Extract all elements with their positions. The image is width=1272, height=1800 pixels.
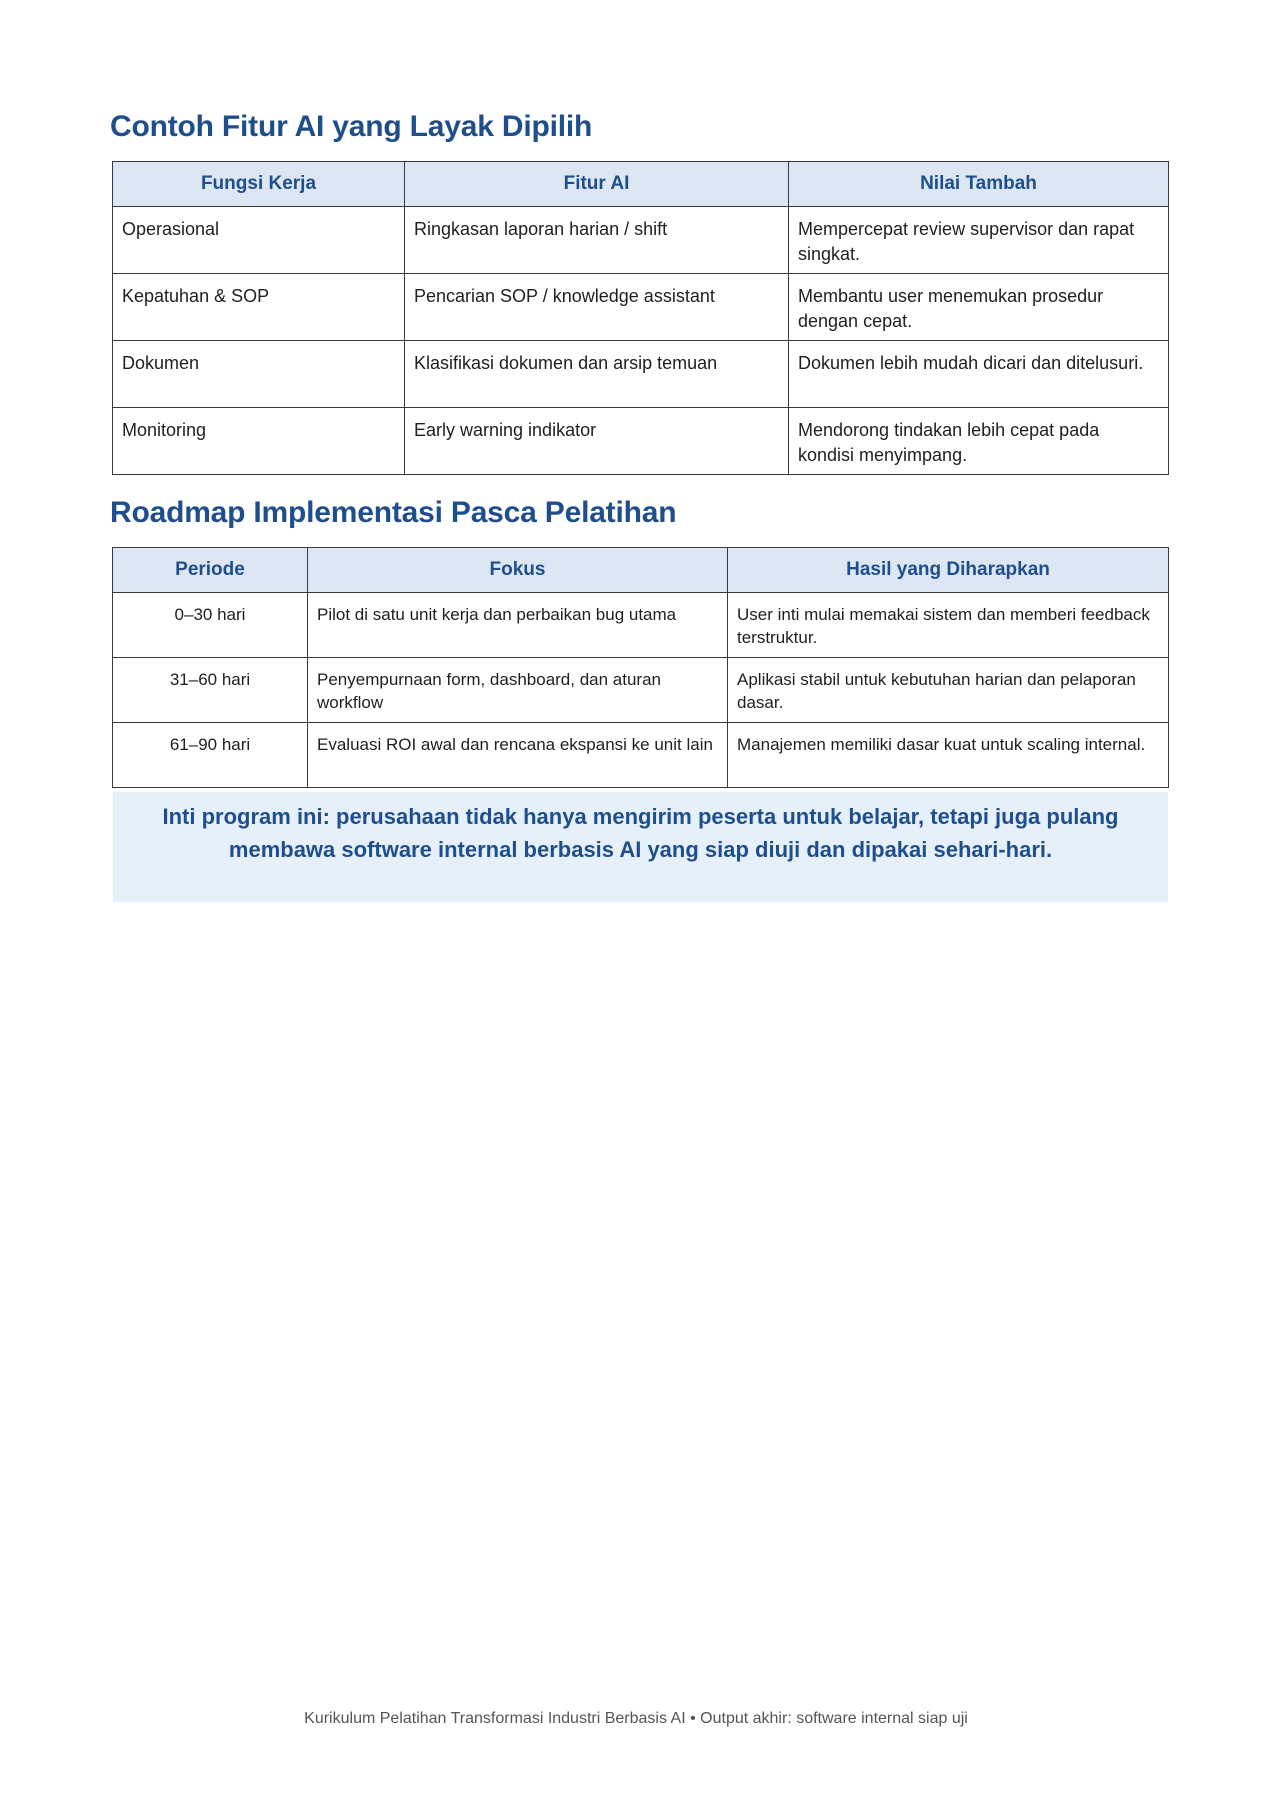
ai-features-table — [112, 161, 1169, 475]
table-header-row — [113, 548, 1169, 593]
table-row — [113, 723, 1169, 788]
table-header-row — [113, 162, 1169, 207]
table-row — [113, 658, 1169, 723]
table-cell: Pilot di satu unit kerja dan perbaikan bug utama — [308, 593, 728, 658]
table-cell: Monitoring — [113, 408, 405, 475]
table-row — [113, 274, 1169, 341]
table-cell: Pencarian SOP / knowledge assistant — [405, 274, 789, 341]
table-row — [113, 341, 1169, 408]
roadmap-table — [112, 547, 1169, 788]
column-header: Periode — [113, 548, 308, 593]
section-title-roadmap: Roadmap Implementasi Pasca Pelatihan — [110, 496, 677, 529]
column-header: Fitur AI — [405, 162, 789, 207]
table-cell: Evaluasi ROI awal dan rencana ekspansi ke unit lain — [308, 723, 728, 788]
table-cell: Mendorong tindakan lebih cepat pada kondisi menyimpang. — [789, 408, 1169, 475]
column-header: Fokus — [308, 548, 728, 593]
table-row — [113, 593, 1169, 658]
table-cell: Manajemen memiliki dasar kuat untuk scaling internal. — [728, 723, 1169, 788]
table-cell: 31–60 hari — [113, 658, 308, 723]
table-cell: Mempercepat review supervisor dan rapat singkat. — [789, 207, 1169, 274]
section-title-ai-features: Contoh Fitur AI yang Layak Dipilih — [110, 110, 593, 143]
table-row — [113, 408, 1169, 475]
table-cell: 0–30 hari — [113, 593, 308, 658]
page-footer: Kurikulum Pelatihan Transformasi Industri Berbasis AI • Output akhir: software internal siap uji — [304, 1710, 968, 1727]
table-cell: Dokumen lebih mudah dicari dan ditelusuri. — [789, 341, 1169, 408]
table-row — [113, 207, 1169, 274]
table-cell: Aplikasi stabil untuk kebutuhan harian dan pelaporan dasar. — [728, 658, 1169, 723]
column-header: Hasil yang Diharapkan — [728, 548, 1169, 593]
table-cell: Early warning indikator — [405, 408, 789, 475]
table-cell: Klasifikasi dokumen dan arsip temuan — [405, 341, 789, 408]
table-cell: User inti mulai memakai sistem dan memberi feedback terstruktur. — [728, 593, 1169, 658]
table-cell: Membantu user menemukan prosedur dengan cepat. — [789, 274, 1169, 341]
table-cell: 61–90 hari — [113, 723, 308, 788]
program-core-callout: Inti program ini: perusahaan tidak hanya mengirim peserta untuk belajar, tetapi juga pulang membawa software internal berbasis AI yang siap diuji dan dipakai sehari-hari. — [113, 792, 1168, 902]
table-cell: Kepatuhan & SOP — [113, 274, 405, 341]
table-cell: Dokumen — [113, 341, 405, 408]
column-header: Fungsi Kerja — [113, 162, 405, 207]
table-cell: Ringkasan laporan harian / shift — [405, 207, 789, 274]
column-header: Nilai Tambah — [789, 162, 1169, 207]
table-cell: Operasional — [113, 207, 405, 274]
table-cell: Penyempurnaan form, dashboard, dan aturan workflow — [308, 658, 728, 723]
